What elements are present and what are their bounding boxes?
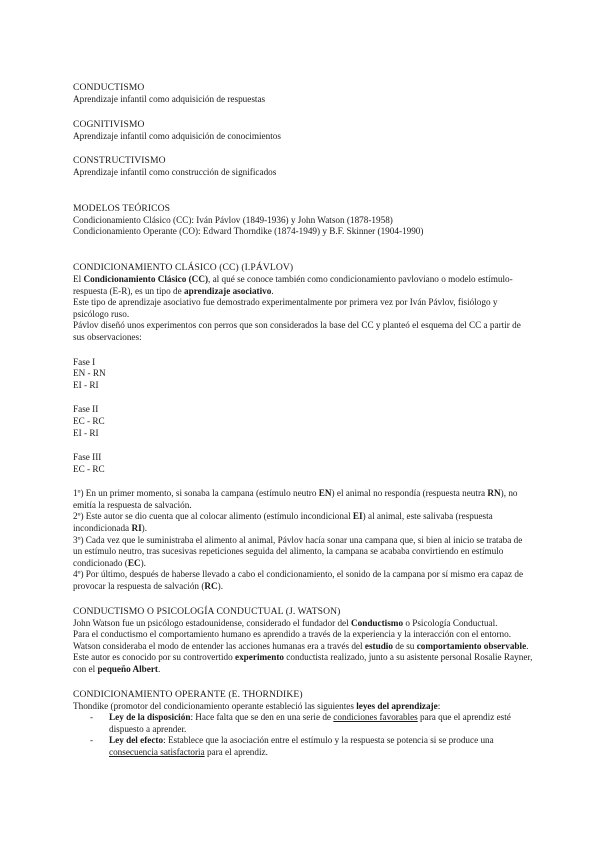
fase-2-line-2: EI - RI [73,427,99,438]
document-page [73,82,533,759]
cc-step-1: 1º) En un primer momento, si sonaba la campana (estímulo neutro EN) el animal no respondía (respuesta neutra RN), no emitía la respuesta de salvación. [73,488,518,510]
fase-3-title: Fase III [73,452,102,463]
modelos-line-co: Condicionamiento Operante (CO): Edward Thorndike (1874-1949) y B.F. Skinner (1904-1990) [73,226,424,237]
cc-step-3: 3º) Cada vez que le suministraba el alimento al animal, Pávlov hacía sonar una campana que, si bien al inicio se trataba de un estímulo neutro, tras sucesivas repeticiones seguida del alimento, la campana se acababa convirtiendo en estímulo condicionado (EC). [73,534,523,568]
section-title-cc: CONDICIONAMIENTO CLÁSICO (CC) (I.PÁVLOV) [73,261,294,273]
watson-paragraph-3: Watson consideraba el modo de entender las acciones humanas era a través del estudio de su comportamiento observable. [73,640,529,651]
watson-paragraph-1: John Watson fue un psicólogo estadounidense, considerado el fundador del Conductismo o Psicología Conductual. [73,617,498,628]
watson-paragraph-2: Para el conductismo el comportamiento humano es aprendido a través de la experiencia y la interacción con el entorno. [73,629,512,640]
section-title-modelos: MODELOS TEÓRICOS [73,202,171,214]
cc-step-2: 2º) Este autor se dio cuenta que al colocar alimento (estímulo incondicional EI) al animal, este salivaba (respuesta incondicionada RI). [73,511,493,534]
section-title-conductismo: CONDUCTISMO [73,82,145,93]
section-subtitle-conductismo: Aprendizaje infantil como adquisición de respuestas [73,94,266,104]
modelos-line-cc: Condicionamiento Clásico (CC): Iván Pávlov (1849-1936) y John Watson (1878-1958) [73,214,393,225]
cc-paragraph-3: Pávlov diseñó unos experimentos con perros que son considerados la base del CC y planteó el esquema del CC a partir de sus observaciones: [73,320,521,342]
section-subtitle-cognitivismo: Aprendizaje infantil como adquisición de conocimientos [73,130,281,141]
fase-1-line-2: EI - RI [73,379,99,390]
fase-1-title: Fase I [73,356,96,367]
dash-bullet: - [90,712,94,723]
watson-paragraph-4: Este autor es conocido por su controvertido experimento conductista realizado, junto a su asistente personal Rosalie Rayner, con el pequeño Albert. [73,652,533,674]
cc-step-4: 4º) Por último, después de haberse llevado a cabo el condicionamiento, el sonido de la campana por sí mismo era capaz de provocar la respuesta de salvación (RC). [73,569,524,592]
list-item-ley-disposicion: - Ley de la disposición: Hace falta que se den en una serie de condiciones favorables para que el aprendiz esté dispuesto a aprender. [90,712,511,734]
section-title-watson: CONDUCTISMO O PSICOLOGÍA CONDUCTUAL (J. WATSON) [73,605,341,617]
section-title-thorndike: CONDICIONAMIENTO OPERANTE (E. THORNDIKE) [73,688,303,700]
fase-2-line-1: EC - RC [73,415,105,426]
section-title-constructivismo: CONSTRUCTIVISMO [73,155,166,167]
thorndike-paragraph-1: Thondike (promotor del condicionamiento operante estableció las siguientes leyes del aprendizaje: [73,700,441,711]
fase-3-line-1: EC - RC [73,463,105,474]
fase-1-line-1: EN - RN [73,368,106,379]
cc-paragraph-2: Este tipo de aprendizaje asociativo fue demostrado experimentalmente por primera vez por Iván Pávlov, fisiólogo y psicólogo ruso. [73,297,498,319]
laws-list [73,712,533,758]
dash-bullet: - [90,735,94,746]
fase-2-title: Fase II [73,404,99,415]
section-title-cognitivismo: COGNITIVISMO [73,118,145,130]
cc-paragraph-1: El Condicionamiento Clásico (CC), al qué se conoce también como condicionamiento pavloviano o modelo estímulo-respuesta (E-R), es un tipo de aprendizaje asociativo. [73,273,513,296]
list-item-ley-efecto: - Ley del efecto: Establece que la asociación entre el estímulo y la respuesta se potencia si se produce una consecuencia satisfactoria para el aprendiz. [90,735,494,757]
section-subtitle-constructivismo: Aprendizaje infantil como construcción de significados [73,167,277,178]
